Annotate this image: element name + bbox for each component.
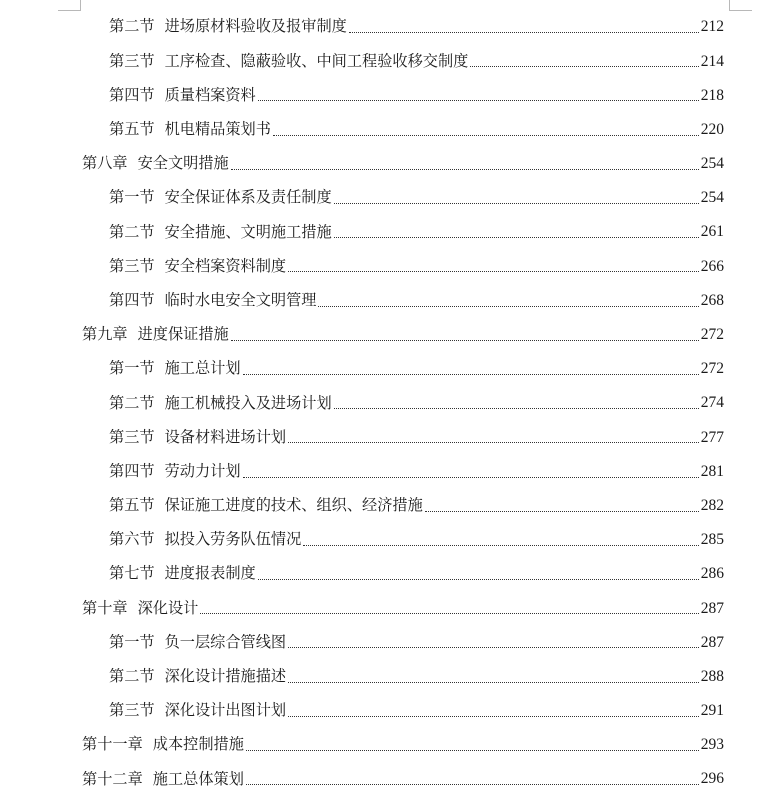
toc-entry-label [82, 598, 200, 617]
toc-dot-leader [246, 784, 699, 785]
toc-entry-label [82, 327, 231, 342]
toc-section-entry[interactable] [82, 454, 724, 488]
toc-section-entry[interactable] [82, 284, 724, 318]
toc-entry-label [109, 85, 258, 104]
toc-entry-label [82, 737, 246, 752]
toc-entry-title: 拟投入劳务队伍情况 [164, 530, 302, 549]
toc-entry-number: 第六节 [109, 530, 155, 549]
toc-section-entry[interactable] [82, 523, 724, 557]
toc-entry-title: 保证施工进度的技术、组织、经济措施 [164, 496, 423, 515]
toc-page-number: 287 [700, 633, 724, 651]
toc-dot-leader [243, 477, 699, 478]
toc-entry-title: 深化设计出图计划 [164, 701, 287, 720]
toc-entry-title: 施工机械投入及进场计划 [164, 393, 332, 412]
toc-section-entry[interactable] [82, 10, 724, 44]
toc-dot-leader [231, 169, 699, 170]
toc-entry-title: 机电精品策划书 [164, 120, 271, 139]
page-corner-mark-right [729, 0, 752, 11]
toc-entry-number: 第三节 [109, 256, 155, 275]
toc-entry-label [109, 498, 425, 513]
toc-entry-number: 第三节 [109, 701, 155, 720]
toc-page-number: 281 [700, 462, 724, 480]
toc-page-number: 220 [700, 120, 724, 138]
toc-dot-leader [334, 408, 699, 409]
toc-entry-number: 第七节 [109, 564, 155, 583]
toc-entry-label [109, 361, 243, 376]
toc-entry-number: 第五节 [109, 496, 155, 515]
toc-page-number: 218 [700, 86, 724, 104]
toc-section-entry[interactable] [82, 420, 724, 454]
toc-section-entry[interactable] [82, 489, 724, 523]
toc-entry-title: 安全档案资料制度 [164, 256, 287, 275]
toc-entry-title: 临时水电安全文明管理 [164, 290, 317, 309]
toc-entry-number: 第二节 [109, 393, 155, 412]
toc-entry-title: 安全保证体系及责任制度 [164, 188, 332, 207]
toc-page-number: 287 [700, 599, 724, 617]
toc-entry-number: 第十一章 [82, 735, 143, 754]
toc-page-number: 266 [700, 257, 724, 275]
toc-dot-leader [288, 716, 699, 717]
toc-entry-title: 进度报表制度 [164, 564, 256, 583]
toc-entry-title: 工序检查、隐蔽验收、中间工程验收移交制度 [164, 51, 469, 70]
toc-page-number: 288 [700, 667, 724, 685]
toc-dot-leader [243, 374, 699, 375]
toc-entry-number: 第三节 [109, 51, 155, 70]
toc-page-number: 277 [700, 428, 724, 446]
toc-dot-leader [470, 66, 698, 67]
toc-entry-label [109, 669, 288, 684]
toc-entry-number: 第九章 [82, 325, 128, 344]
toc-entry-number: 第二节 [109, 667, 155, 686]
toc-section-entry[interactable] [82, 625, 724, 659]
toc-entry-number: 第一节 [109, 632, 155, 651]
toc-entry-number: 第一节 [109, 359, 155, 378]
toc-page-number: 291 [700, 702, 724, 720]
toc-dot-leader [258, 100, 699, 101]
toc-section-entry[interactable] [82, 249, 724, 283]
toc-entry-title: 进场原材料验收及报审制度 [164, 17, 347, 36]
toc-entry-title: 质量档案资料 [164, 85, 256, 104]
toc-page-number: 214 [700, 52, 724, 70]
toc-entry-label [109, 632, 288, 651]
toc-entry-label [109, 19, 349, 34]
toc-entry-title: 劳动力计划 [164, 461, 241, 480]
toc-chapter-entry[interactable] [82, 762, 724, 796]
toc-entry-number: 第五节 [109, 120, 155, 139]
toc-entry-number: 第八章 [82, 154, 128, 173]
toc-entry-label [109, 122, 273, 137]
toc-page-number: 268 [700, 291, 724, 309]
toc-chapter-entry[interactable] [82, 591, 724, 625]
toc-page-number: 272 [700, 360, 724, 378]
toc-dot-leader [200, 613, 698, 614]
toc-entry-number: 第二节 [109, 17, 155, 36]
toc-dot-leader [258, 579, 699, 580]
table-of-contents [82, 10, 724, 796]
toc-entry-number: 第四节 [109, 290, 155, 309]
toc-dot-leader [334, 203, 699, 204]
toc-section-entry[interactable] [82, 44, 724, 78]
toc-page-number: 286 [700, 565, 724, 583]
toc-page-number: 282 [700, 496, 724, 514]
toc-section-entry[interactable] [82, 181, 724, 215]
toc-page-number: 254 [700, 189, 724, 207]
toc-entry-label [109, 532, 303, 547]
toc-entry-title: 进度保证措施 [137, 325, 229, 344]
toc-dot-leader [334, 237, 699, 238]
toc-entry-title: 安全文明措施 [137, 154, 229, 173]
toc-dot-leader [288, 271, 699, 272]
toc-entry-label [109, 51, 470, 70]
toc-dot-leader [273, 135, 699, 136]
toc-dot-leader [318, 306, 698, 307]
toc-dot-leader [288, 682, 699, 683]
toc-dot-leader [231, 340, 699, 341]
toc-chapter-entry[interactable] [82, 147, 724, 181]
toc-entry-label [109, 461, 243, 480]
toc-entry-label [109, 290, 318, 309]
toc-section-entry[interactable] [82, 386, 724, 420]
toc-entry-title: 负一层综合管线图 [164, 632, 287, 651]
toc-entry-number: 第十章 [82, 598, 128, 617]
toc-entry-number: 第一节 [109, 188, 155, 207]
toc-entry-label [109, 703, 288, 718]
toc-page-number: 212 [700, 18, 724, 36]
toc-entry-label [82, 156, 231, 171]
toc-dot-leader [425, 511, 699, 512]
toc-entry-label [109, 566, 258, 581]
toc-entry-number: 第四节 [109, 461, 155, 480]
toc-page-number: 296 [700, 770, 724, 788]
toc-section-entry[interactable] [82, 78, 724, 112]
toc-entry-title: 深化设计措施描述 [164, 667, 287, 686]
toc-dot-leader [288, 442, 699, 443]
toc-section-entry[interactable] [82, 352, 724, 386]
toc-dot-leader [246, 750, 699, 751]
toc-entry-number: 第三节 [109, 427, 155, 446]
toc-entry-label [109, 222, 334, 241]
toc-page-number: 272 [700, 326, 724, 344]
toc-entry-title: 施工总体策划 [152, 769, 244, 788]
toc-page-number: 274 [700, 394, 724, 412]
toc-entry-number: 第四节 [109, 85, 155, 104]
toc-section-entry[interactable] [82, 557, 724, 591]
toc-entry-label [109, 393, 334, 412]
toc-entry-title: 深化设计 [137, 598, 199, 617]
toc-page-number: 293 [700, 736, 724, 754]
toc-dot-leader [349, 32, 699, 33]
toc-dot-leader [303, 545, 699, 546]
toc-section-entry[interactable] [82, 215, 724, 249]
toc-page-number: 261 [700, 223, 724, 241]
toc-page-number: 254 [700, 155, 724, 173]
toc-page-number: 285 [700, 531, 724, 549]
toc-entry-label [109, 190, 334, 205]
toc-entry-label [82, 769, 246, 788]
toc-entry-title: 安全措施、文明施工措施 [164, 222, 332, 241]
toc-chapter-entry[interactable] [82, 728, 724, 762]
toc-entry-label [109, 427, 288, 446]
toc-entry-title: 设备材料进场计划 [164, 427, 287, 446]
toc-dot-leader [288, 647, 699, 648]
toc-chapter-entry[interactable] [82, 318, 724, 352]
toc-entry-label [109, 256, 288, 275]
toc-section-entry[interactable] [82, 694, 724, 728]
toc-entry-title: 成本控制措施 [152, 735, 244, 754]
toc-section-entry[interactable] [82, 113, 724, 147]
toc-entry-title: 施工总计划 [164, 359, 241, 378]
page-corner-mark-left [58, 0, 81, 11]
toc-entry-number: 第十二章 [82, 769, 143, 788]
toc-section-entry[interactable] [82, 660, 724, 694]
toc-entry-number: 第二节 [109, 222, 155, 241]
